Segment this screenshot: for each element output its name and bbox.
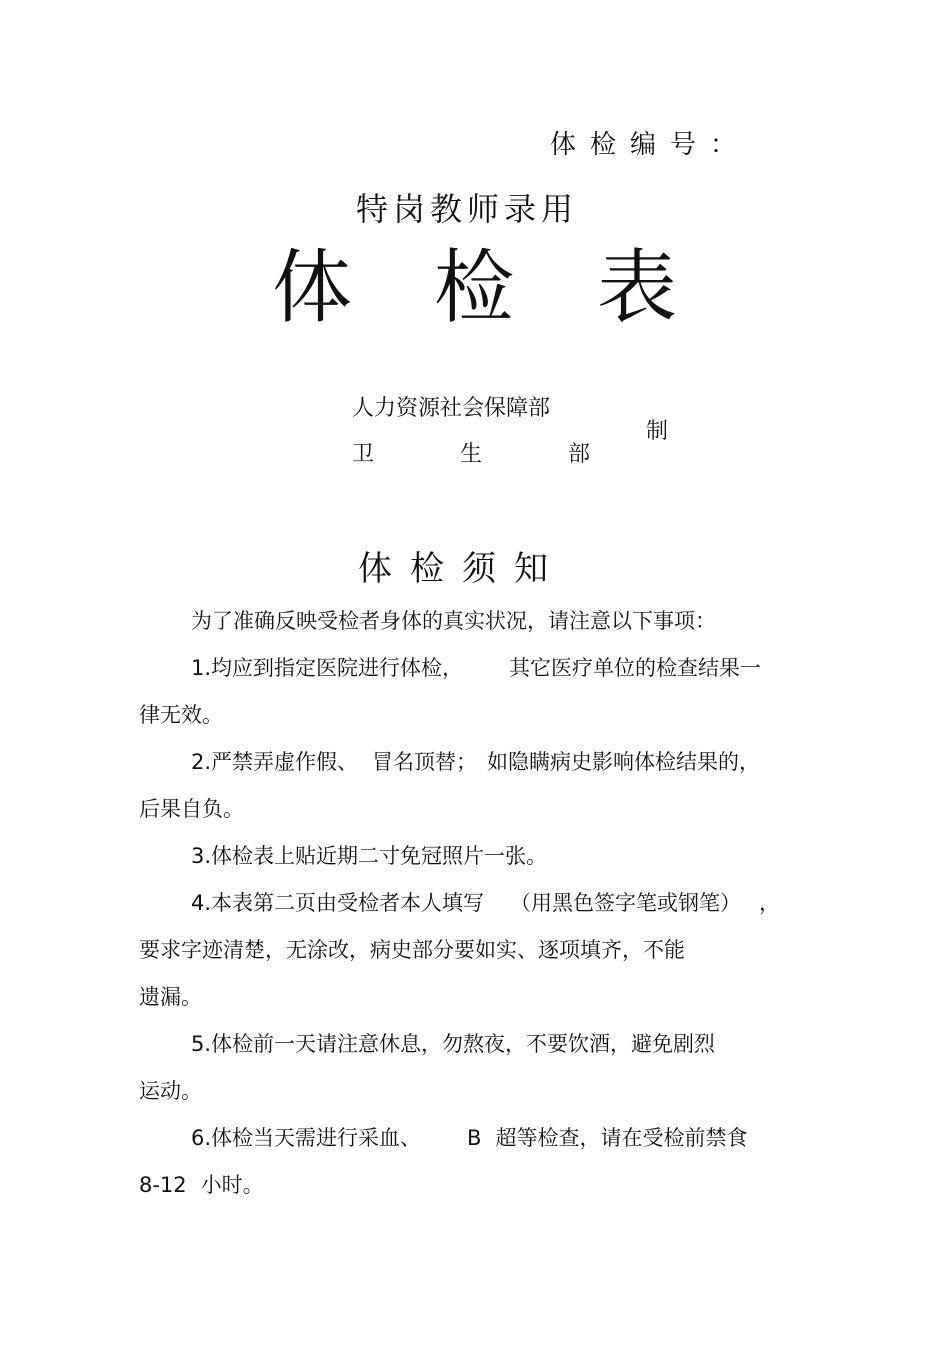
- notice-item-2-line-2: 后果自负。: [139, 797, 244, 821]
- main-title-char-1: 体: [272, 241, 352, 334]
- notice-item-6-line-1: [191, 1128, 747, 1149]
- item-6-part-c: 超等检查，请在受检前禁食: [495, 1126, 748, 1150]
- issuer-health-char-1: 卫: [352, 442, 375, 467]
- item-2-part-c: 如隐瞒病史影响体检结果的，: [487, 750, 761, 774]
- main-title-char-3: 表: [597, 241, 677, 334]
- item-2-part-a: 2.严禁弄虚作假、: [191, 750, 359, 774]
- notice-item-1-line-2: 律无效。: [139, 703, 223, 727]
- item-6-part-e: 小时。: [200, 1173, 264, 1197]
- item-2-part-b: 冒名顶替；: [372, 750, 478, 774]
- item-4-part-a: 4.本表第二页由受检者本人填写: [191, 891, 485, 915]
- exam-number-label: 体检编号：: [550, 130, 751, 160]
- notice-intro: 为了准确反映受检者身体的真实状况，请注意以下事项：: [191, 609, 716, 633]
- notice-item-4-line-3: 遗漏。: [139, 985, 202, 1009]
- notice-item-5-line-2: 运动。: [139, 1079, 202, 1103]
- notice-item-2-line-1: [191, 752, 760, 773]
- notice-item-1-line-1: [191, 658, 761, 679]
- notice-item-6-line-2: [139, 1175, 264, 1196]
- item-1-part-a: 1.均应到指定医院进行体检，: [191, 656, 464, 680]
- issuer-health-char-2: 生: [460, 442, 483, 467]
- item-1-part-b: 其它医疗单位的检查结果一: [509, 656, 762, 680]
- notice-item-3: 3.体检表上贴近期二寸免冠照片一张。: [191, 844, 548, 868]
- notice-title: 体检须知: [358, 549, 566, 589]
- document-subtitle: 特岗教师录用: [356, 190, 579, 228]
- notice-item-4-line-2: 要求字迹清楚，无涂改，病史部分要如实、逐项填齐，不能: [139, 938, 685, 962]
- issuer-health-char-3: 部: [568, 442, 591, 467]
- item-6-part-b: B: [467, 1126, 482, 1150]
- item-4-part-b: （用黑色签字笔或钢笔）: [510, 891, 742, 915]
- item-6-part-d: 8-12: [139, 1173, 187, 1197]
- issuer-ministry-hrss: 人力资源社会保障部: [352, 396, 551, 421]
- item-4-part-c: ，: [759, 891, 781, 915]
- main-title-char-2: 检: [434, 241, 514, 334]
- notice-item-5-line-1: 5.体检前一天请注意休息，勿熬夜，不要饮酒，避免剧烈: [191, 1032, 716, 1056]
- notice-item-4-line-1: [191, 893, 780, 914]
- item-6-part-a: 6.体检当天需进行采血、: [191, 1126, 422, 1150]
- issuer-made-label: 制: [646, 419, 669, 444]
